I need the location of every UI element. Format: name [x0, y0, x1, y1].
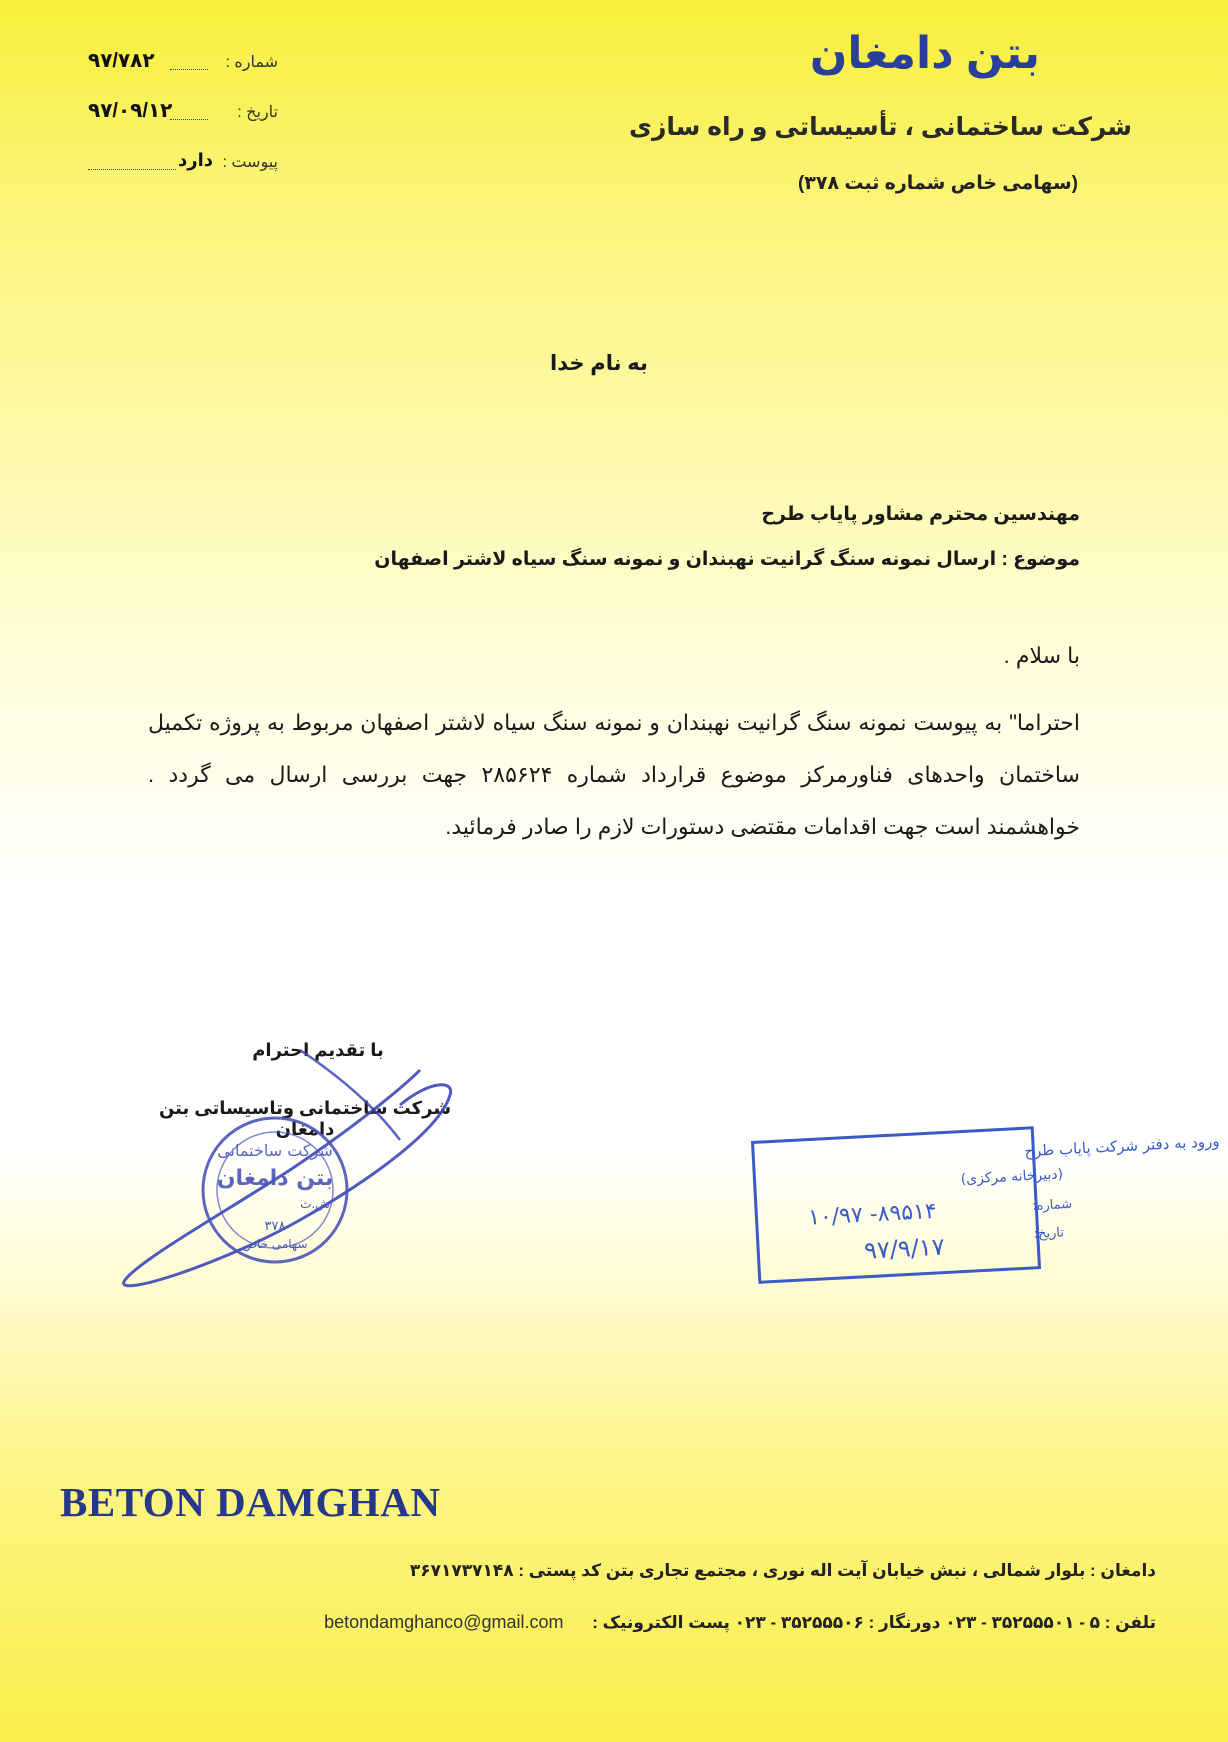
seal-line-3: ش.ث — [300, 1197, 330, 1211]
letter-number-label: شماره : — [225, 54, 278, 71]
registration-number: (سهامی خاص شماره ثبت ۳۷۸) — [797, 173, 1078, 194]
closing: با تقدیم احترام — [252, 1040, 384, 1060]
received-stamp-number-label: شماره: — [1031, 1196, 1073, 1214]
seal-line-2: بتن دامغان — [216, 1166, 334, 1191]
brand-english-name: BETON DAMGHAN — [60, 1479, 441, 1525]
letter-body: احتراما" به پیوست نمونه سنگ گرانیت نهبندان و نمونه سنگ سیاه لاشتر اصفهان مربوط به پروژه تکمیل ساختمان واحدهای فناورمرکز موضوع قرارداد شماره ۲۸۵۶۲۴ جهت بررسی ارسال می گردد . خواهشمند است جهت اقدامات مقتضی دستورات لازم را صادر فرمائید. — [148, 710, 1080, 839]
footer-address: دامغان : بلوار شمالی ، نبش خیابان آیت اله نوری ، مجتمع تجاری بتن کد پستی : ۳۶۷۱۷۳۷۱۴۸ — [409, 1561, 1156, 1580]
letter-date-field — [78, 100, 278, 130]
seal-line-1: شرکت ساختمانی — [217, 1141, 333, 1160]
subject: موضوع : ارسال نمونه سنگ گرانیت نهبندان و نمونه سنگ سیاه لاشتر اصفهان — [374, 549, 1080, 570]
recipient: مهندسین محترم مشاور پایاب طرح — [761, 504, 1080, 525]
company-name: بتن دامغان — [809, 29, 1040, 78]
company-description: شرکت ساختمانی ، تأسیساتی و راه سازی — [629, 113, 1132, 141]
received-stamp-date-value: ۹۷/۹/۱۷ — [863, 1232, 946, 1265]
footer-phone-fax: تلفن : ۵ - ۳۵۲۵۵۵۰۱ - ۰۲۳ دورنگار : ۳۵۲۵۵۵۰۶ - ۰۲۳ پست الکترونیک : — [592, 1613, 1156, 1632]
letter-date-label: تاریخ : — [237, 104, 278, 121]
seal-line-5: سهامی خاص — [242, 1237, 308, 1251]
attachment-value: دارد — [178, 150, 214, 170]
attachment-label: پیوست : — [222, 154, 278, 171]
letter-date-value: ۹۷/۰۹/۱۲ — [88, 100, 173, 122]
letter-number-field — [78, 50, 278, 80]
dotted-line — [170, 119, 208, 120]
dotted-line — [170, 69, 208, 70]
received-stamp — [752, 1125, 1220, 1285]
footer-email[interactable]: betondamghanco@gmail.com — [324, 1612, 564, 1632]
received-stamp-number-value: ۱۰/۹۷ -۸۹۵۱۴ — [807, 1198, 938, 1231]
seal-line-4: ۳۷۸ — [264, 1219, 286, 1234]
received-stamp-subtitle: (دبیرخانه مرکزی) — [960, 1166, 1064, 1188]
company-seal — [100, 1050, 480, 1290]
received-stamp-date-label: تاریخ: — [1033, 1225, 1065, 1242]
footer-contact — [324, 1612, 1156, 1633]
received-stamp-title: ورود به دفتر شرکت پایاب طرح — [1023, 1132, 1220, 1161]
signatory: شرکت ساختمانی وتاسیساتی بتن دامغان — [158, 1098, 452, 1139]
invocation: به نام خدا — [550, 352, 648, 375]
attachment-field — [78, 150, 278, 180]
salutation: با سلام . — [1003, 643, 1080, 668]
dotted-line — [88, 169, 176, 170]
letter-number-value: ۹۷/۷۸۲ — [88, 50, 155, 72]
